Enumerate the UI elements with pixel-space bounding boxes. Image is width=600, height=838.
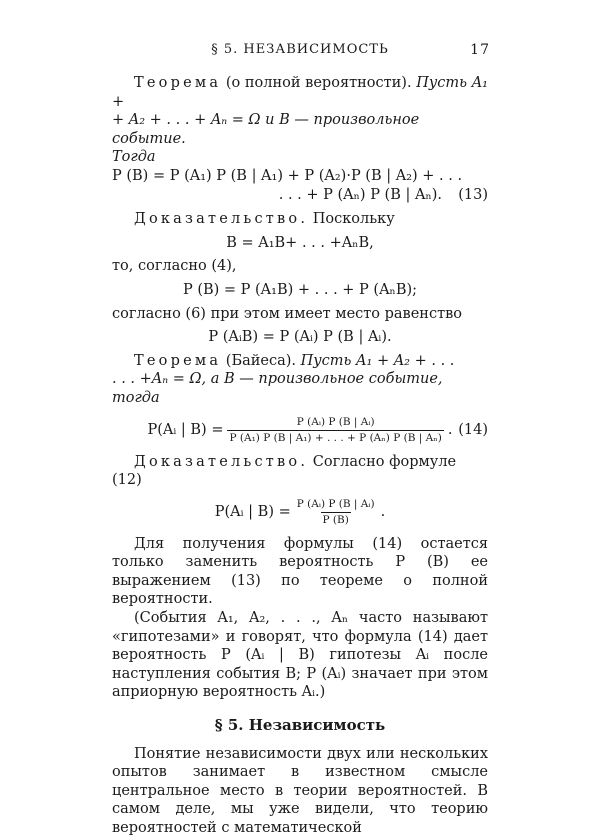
formula-14-lhs: P(Aᵢ | B) = [147,421,224,438]
formula-bayes-short [112,498,488,527]
proof-1-text3: согласно (6) при этом имеет место равенство [112,305,463,322]
formula-13-line1: P (B) = P (A₁) P (B | A₁) + P (A₂)·P (B | A₂) + . . . [112,167,463,184]
theorem-label: Теорема [134,352,222,369]
running-title: § 5. НЕЗАВИСИМОСТЬ [211,42,389,57]
section-paragraph: Понятие независимости двух или нескольких опытов занимает в известном смысле центральное место в теории вероятностей. В самом деле, мы уже видели, что теорию вероятностей с математической [112,745,488,836]
proof-2-intro [112,453,488,490]
proof-1-text2: то, согласно (4), [112,258,237,275]
theorem-label: Теорема [134,75,222,91]
formula-pb-sum: P (B) = P (A₁B) + . . . + P (AₙB); [182,281,418,298]
formula-short-end: . [380,503,386,520]
theorem-statement-a: Пусть A₁ + [112,75,488,110]
theorem-statement-b: + A₂ + . . . + Aₙ = Ω и B — произвольное событие. [112,112,420,147]
page-number: 17 [470,42,490,58]
theorem-statement-b: . . . +Aₙ = Ω, а B — произвольное событие, тогда [112,371,443,406]
formula-short-denominator: P (B) [322,513,349,526]
proof-label: Доказательство. [134,211,309,228]
proof-1-intro [112,210,488,229]
proof-2-paragraph: Для получения формулы (14) остается только заменить вероятность P (B) ее выражением (13) по теореме о полной вероятности. [112,535,488,608]
proof-2-text: Согласно формуле (12) [112,453,457,489]
theorem-name: (Байеса). [225,352,297,369]
formula-short-fraction [295,498,377,527]
theorem-bayes [112,352,488,371]
equation-number-13: (13) [458,186,488,203]
proof-label: Доказательство. [134,453,309,470]
theorem-statement-c: Тогда [112,149,156,166]
theorem-statement-a: Пусть A₁ + A₂ + . . . [300,352,455,369]
formula-14-end: . [447,421,453,438]
formula-14-fraction [227,416,443,445]
equation-number-14: (14) [458,421,488,438]
formula-14-numerator: P (Aᵢ) P (B | Aᵢ) [296,415,375,428]
proof-1-text: Поскольку [312,211,395,228]
formula-14-denominator: P (A₁) P (B | A₁) + . . . + P (Aₙ) P (B | Aₙ) [229,431,442,444]
formula-product: P (AᵢB) = P (Aᵢ) P (B | Aᵢ). [208,329,392,346]
hypotheses-paragraph: (События A₁, A₂, . . ., Aₙ часто называют «гипотезами» и говорят, что формула (14) дает вероятность P (Aᵢ | B) гипотезы Aᵢ после наступления события B; P (Aᵢ) значает при этом априорную вероятность Aᵢ.) [112,610,488,701]
running-header [0,42,600,64]
page-body [112,74,488,838]
theorem-name: (о полной вероятности). [225,75,412,91]
formula-13-line2 [112,186,488,205]
formula-short-lhs: P(Aᵢ | B) = [214,503,291,520]
formula-13-tail: . . . + P (Aₙ) P (B | Aₙ). [278,186,442,203]
theorem-total-probability [112,74,488,111]
formula-short-numerator: P (Aᵢ) P (B | Aᵢ) [296,497,375,510]
section-heading: § 5. Независимость [214,716,386,735]
formula-b-decomposition: B = A₁B+ . . . +AₙB, [226,234,374,251]
formula-14 [112,416,488,445]
